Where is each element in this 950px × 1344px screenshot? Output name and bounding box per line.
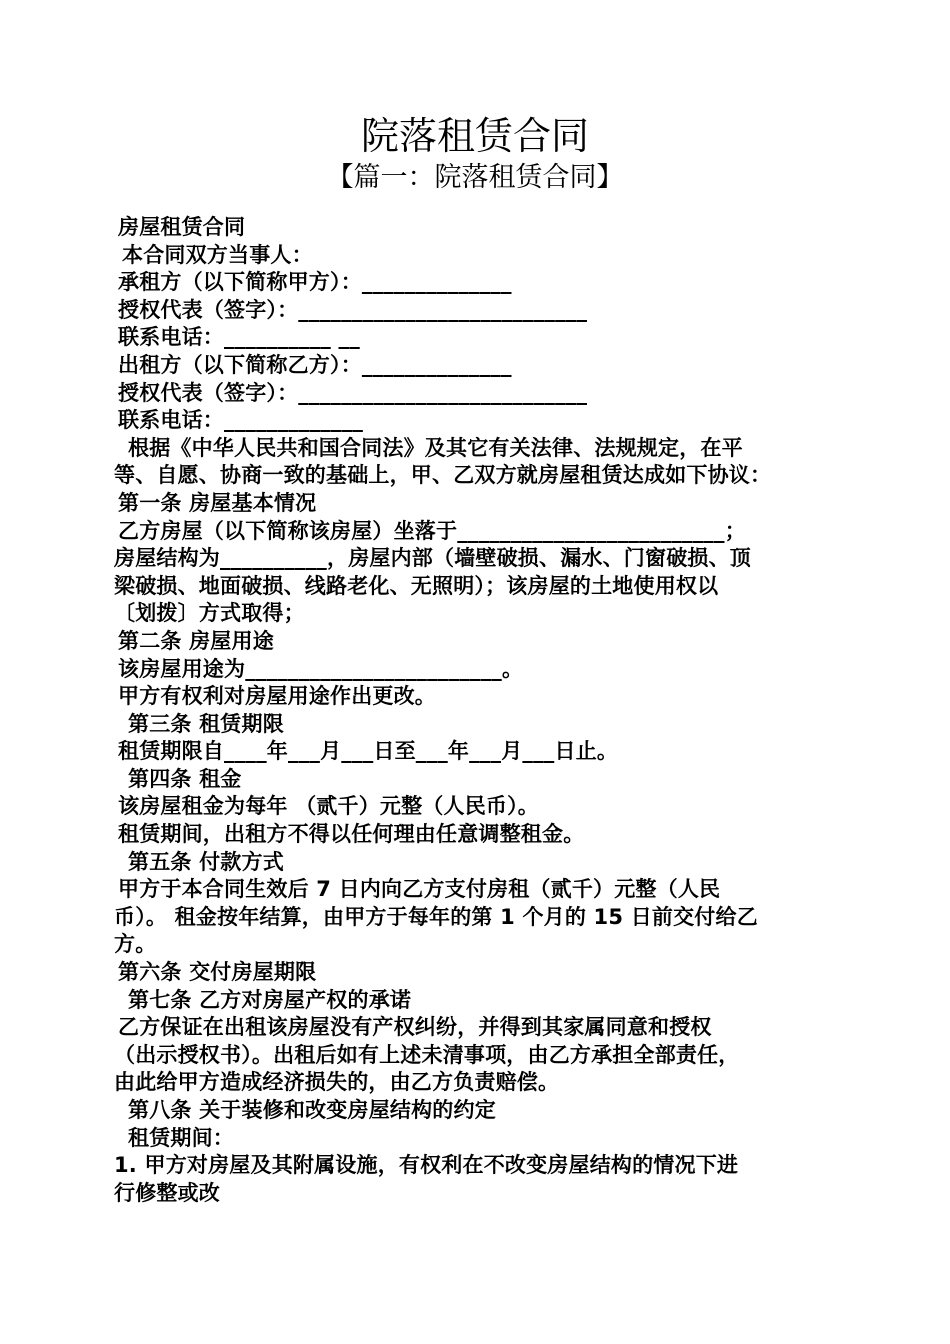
field-lessor-phone: 联系电话：_____________ bbox=[118, 408, 364, 433]
text-line-ownership-2: （出示授权书）。出租后如有上述未清事项，由乙方承担全部责任， bbox=[114, 1042, 740, 1067]
text-line-payment-3: 方。 bbox=[114, 932, 157, 957]
text-line-rent: 该房屋租金为每年 （贰千）元整（人民币）。 bbox=[118, 794, 540, 819]
text-line-lease-period: 租赁期间： bbox=[128, 1125, 234, 1150]
section-heading-lease-contract: 房屋租赁合同 bbox=[118, 215, 246, 239]
field-lessor-representative: 授权代表（签字）：___________________________ bbox=[118, 380, 588, 405]
text-line-preamble-2: 等、自愿、协商一致的基础上，甲、乙双方就房屋租赁达成如下协议： bbox=[114, 463, 772, 488]
text-line-land-use: 〔划拨〕方式取得； bbox=[114, 601, 305, 626]
text-line-structure: 房屋结构为__________，房屋内部（墙壁破损、漏水、门窗破损、顶 bbox=[114, 546, 751, 571]
article-5-heading: 第五条 付款方式 bbox=[128, 849, 284, 874]
article-4-heading: 第四条 租金 bbox=[128, 766, 242, 791]
article-1-heading: 第一条 房屋基本情况 bbox=[118, 490, 317, 515]
text-line-payment-1: 甲方于本合同生效后 7 日内向乙方支付房租（贰千）元整（人民 bbox=[118, 877, 721, 902]
text-line-parties-intro: 本合同双方当事人： bbox=[122, 242, 313, 267]
field-lessor: 出租方（以下简称乙方）：______________ bbox=[118, 352, 512, 377]
field-lessee: 承租方（以下简称甲方）：______________ bbox=[118, 270, 512, 295]
text-line-location: 乙方房屋（以下简称该房屋）坐落于_________________________； bbox=[118, 518, 746, 543]
article-6-heading: 第六条 交付房屋期限 bbox=[118, 960, 317, 985]
text-line-lease-term: 租赁期限自____年___月___日至___年___月___日止。 bbox=[118, 739, 619, 764]
text-line-ownership-1: 乙方保证在出租该房屋没有产权纠纷，并得到其家属同意和授权 bbox=[118, 1015, 712, 1040]
article-7-heading: 第七条 乙方对房屋产权的承诺 bbox=[128, 987, 412, 1012]
text-line-preamble-1: 根据《中华人民共和国合同法》及其它有关法律、法规规定，在平 bbox=[128, 435, 743, 460]
text-line-renovation-1: 1. 甲方对房屋及其附属设施，有权利在不改变房屋结构的情况下进 bbox=[114, 1153, 739, 1178]
text-line-rent-adjust: 租赁期间，出租方不得以任何理由任意调整租金。 bbox=[118, 822, 585, 847]
field-lessee-representative: 授权代表（签字）：___________________________ bbox=[118, 297, 588, 322]
article-3-heading: 第三条 租赁期限 bbox=[128, 711, 284, 736]
text-line-structure-2: 梁破损、地面破损、线路老化、无照明）；该房屋的土地使用权以 bbox=[114, 573, 719, 598]
text-line-purpose: 该房屋用途为________________________。 bbox=[118, 656, 524, 681]
article-2-heading: 第二条 房屋用途 bbox=[118, 628, 274, 653]
document-subtitle: 【篇一：院落租赁合同】 bbox=[326, 162, 624, 193]
text-line-ownership-3: 由此给甲方造成经济损失的，由乙方负责赔偿。 bbox=[114, 1070, 560, 1095]
text-line-payment-2: 币）。 租金按年结算，由甲方于每年的第 1 个月的 15 日前交付给乙 bbox=[114, 904, 758, 929]
document-body bbox=[114, 214, 850, 1207]
text-line-purpose-change: 甲方有权利对房屋用途作出更改。 bbox=[118, 684, 436, 709]
document-title: 院落租赁合同 bbox=[360, 114, 589, 158]
article-8-heading: 第八条 关于装修和改变房屋结构的约定 bbox=[128, 1098, 496, 1122]
text-line-renovation-2: 行修整或改 bbox=[114, 1180, 220, 1205]
field-lessee-phone: 联系电话：__________ __ bbox=[118, 325, 360, 350]
